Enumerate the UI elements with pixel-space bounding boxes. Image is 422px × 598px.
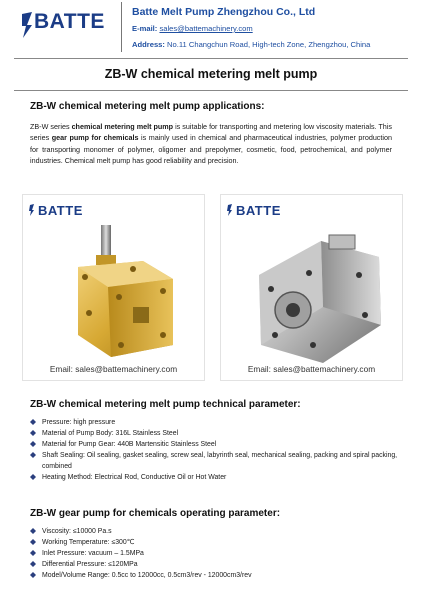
list-item-text: Model/Volume Range: 0.5cc to 12000cc, 0.5cm3/rev - 12000cm3/rev — [42, 572, 252, 579]
list-item — [30, 417, 400, 428]
list-item-text: Heating Method: Electrical Rod, Conductive Oil or Hot Water — [42, 474, 227, 481]
para-bold: chemical metering melt pump — [71, 122, 174, 131]
diamond-bullet-icon — [30, 572, 36, 578]
steel-gear-pump-icon — [221, 195, 404, 382]
para-text: is mainly used in chemical and pharmaceutical industries, polymer production for transporting monomer of polymer, oligomer and prepolymer, cosmetic, food, petrochemical, and polymer industries. Chemical melt pump has good reliability and precision. — [30, 133, 392, 166]
logo-mark-icon — [20, 11, 34, 39]
list-item — [30, 548, 400, 559]
diamond-bullet-icon — [30, 474, 36, 480]
gold-gear-pump-icon — [23, 195, 206, 382]
diamond-bullet-icon — [30, 561, 36, 567]
photo-brand-text: BATTE — [38, 203, 83, 218]
header-divider — [121, 2, 122, 52]
list-item-text: Inlet Pressure: vacuum – 1.5MPa — [42, 550, 144, 557]
list-item — [30, 450, 400, 472]
para-bold: gear pump for chemicals — [51, 133, 139, 143]
email-label: E-mail: — [132, 24, 158, 33]
header-email — [132, 24, 253, 33]
list-item — [30, 559, 400, 570]
technical-heading: ZB-W chemical metering melt pump technical parameter: — [30, 399, 301, 410]
header-address — [132, 40, 370, 49]
product-photo-steel-pump — [220, 194, 403, 381]
title-rule — [14, 90, 408, 91]
diamond-bullet-icon — [30, 528, 36, 534]
list-item-text: Pressure: high pressure — [42, 419, 116, 426]
list-item — [30, 537, 400, 548]
logo-text: BATTE — [34, 10, 105, 33]
operating-heading: ZB-W gear pump for chemicals operating parameter: — [30, 508, 281, 519]
product-photo-gold-pump — [22, 194, 205, 381]
page-title: ZB-W chemical metering melt pump — [104, 67, 318, 81]
list-item — [30, 439, 400, 450]
photo-brand — [29, 203, 83, 218]
email-link[interactable]: sales@battemachinery.com — [159, 24, 253, 33]
list-item — [30, 472, 400, 483]
photo-brand-text: BATTE — [236, 203, 281, 218]
applications-heading: ZB-W chemical metering melt pump applications: — [30, 101, 265, 112]
header-rule — [14, 58, 408, 59]
list-item-text: Material for Pump Gear: 440B Martensitic Stainless Steel — [42, 441, 217, 448]
photo-caption: Email: sales@battemachinery.com — [247, 364, 376, 374]
photo-caption: Email: sales@battemachinery.com — [49, 364, 178, 374]
para-text: is suitable for transporting and metering low viscosity materials. This series — [30, 122, 392, 143]
diamond-bullet-icon — [30, 419, 36, 425]
list-item — [30, 570, 400, 581]
diamond-bullet-icon — [30, 452, 36, 458]
technical-list — [30, 417, 400, 483]
logo-mark-icon — [227, 204, 233, 216]
list-item-text: Shaft Sealing: Oil sealing, gasket sealing, screw seal, labyrinth seal, mechanical sealing, packing and spiral packing, combined — [42, 452, 398, 470]
list-item-text: Material of Pump Body: 316L Stainless Steel — [42, 430, 179, 437]
diamond-bullet-icon — [30, 430, 36, 436]
list-item — [30, 526, 400, 537]
address-value: No.11 Changchun Road, High-tech Zone, Zhengzhou, China — [167, 40, 371, 49]
diamond-bullet-icon — [30, 539, 36, 545]
photo-brand — [227, 203, 281, 218]
company-name: Batte Melt Pump Zhengzhou Co., Ltd — [132, 6, 316, 18]
letterhead — [0, 0, 422, 58]
diamond-bullet-icon — [30, 550, 36, 556]
para-text: ZB-W series — [30, 122, 72, 131]
address-label: Address: — [132, 40, 165, 49]
list-item-text: Viscosity: ≤10000 Pa.s — [42, 528, 112, 535]
list-item — [30, 428, 400, 439]
diamond-bullet-icon — [30, 441, 36, 447]
operating-list — [30, 526, 400, 581]
logo-mark-icon — [29, 204, 35, 216]
list-item-text: Differential Pressure: ≤120MPa — [42, 561, 138, 568]
list-item-text: Working Temperature: ≤300℃ — [42, 539, 135, 546]
applications-paragraph — [30, 121, 392, 167]
